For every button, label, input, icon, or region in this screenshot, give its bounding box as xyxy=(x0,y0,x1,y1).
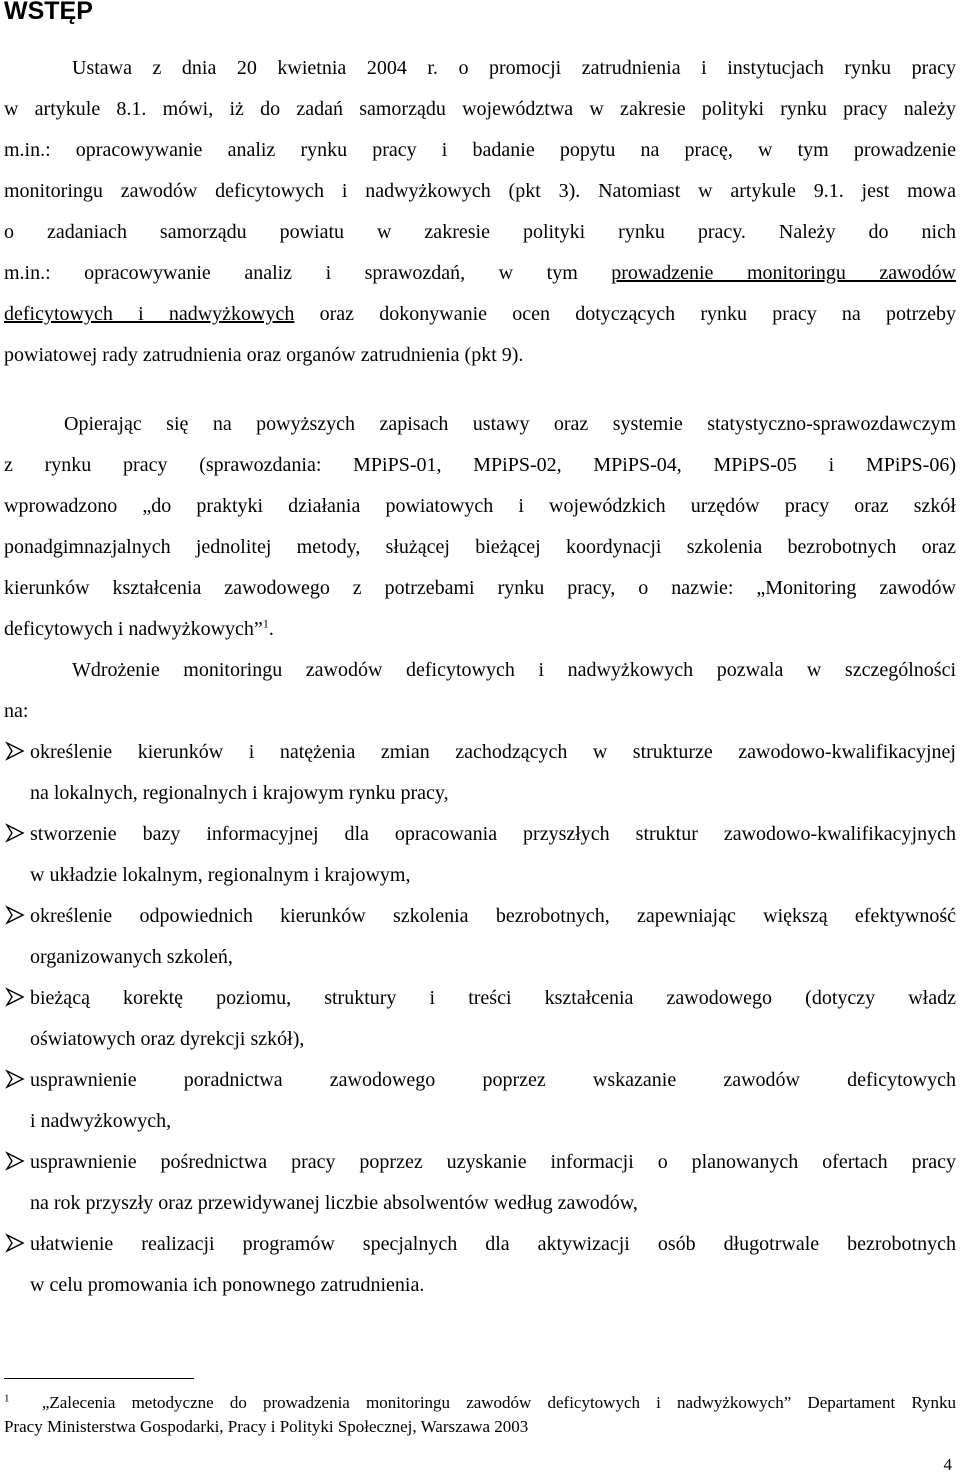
paragraph-line: Opierając się na powyższych zapisach ustawy oraz systemie statystyczno-sprawozdawczym xyxy=(64,413,956,435)
paragraph-line xyxy=(4,615,956,643)
paragraph-line: Ustawa z dnia 20 kwietnia 2004 r. o promocji zatrudnienia i instytucjach rynku pracy xyxy=(72,57,956,79)
arrowhead-bullet-icon xyxy=(4,986,26,1008)
footnote-text: „Zalecenia metodyczne do prowadzenia monitoringu zawodów deficytowych i nadwyżkowych” Departament Rynku xyxy=(41,1393,957,1412)
paragraph-line: monitoringu zawodów deficytowych i nadwyżkowych (pkt 3). Natomiast w artykule 9.1. jest mowa xyxy=(4,180,956,202)
section-heading: WSTĘP xyxy=(4,0,93,25)
paragraph-line xyxy=(4,300,956,328)
list-item-text: i nadwyżkowych, xyxy=(30,1110,172,1132)
paragraph-line xyxy=(4,259,956,287)
list-item-text: w celu promowania ich ponownego zatrudnienia. xyxy=(30,1274,425,1296)
paragraph-line: wprowadzono „do praktyki działania powiatowych i wojewódzkich urzędów pracy oraz szkół xyxy=(4,495,956,517)
list-item-text: określenie kierunków i natężenia zmian zachodzących w strukturze zawodowo-kwalifikacyjnej xyxy=(30,741,956,763)
list-item-text: organizowanych szkoleń, xyxy=(30,946,233,968)
paragraph-line: w artykule 8.1. mówi, iż do zadań samorządu województwa w zakresie polityki rynku pracy należy xyxy=(4,98,956,120)
footnote-marker: 1 xyxy=(4,1392,10,1405)
paragraph-line: Wdrożenie monitoringu zawodów deficytowych i nadwyżkowych pozwala w szczególności xyxy=(72,659,956,681)
paragraph-line: ponadgimnazjalnych jednolitej metody, służącej bieżącej koordynacji szkolenia bezrobotnych oraz xyxy=(4,536,956,558)
page-number: 4 xyxy=(943,1455,952,1474)
arrowhead-bullet-icon xyxy=(4,1068,26,1090)
paragraph-line: kierunków kształcenia zawodowego z potrzebami rynku pracy, o nazwie: „Monitoring zawodów xyxy=(4,577,956,599)
list-item-text: określenie odpowiednich kierunków szkolenia bezrobotnych, zapewniając większą efektywność xyxy=(30,905,956,927)
list-item-text: na lokalnych, regionalnych i krajowym rynku pracy, xyxy=(30,782,449,804)
arrowhead-bullet-icon xyxy=(4,904,26,926)
list-item-text: stworzenie bazy informacyjnej dla opracowania przyszłych struktur zawodowo-kwalifikacyjnych xyxy=(30,823,956,845)
list-item-text: usprawnienie poradnictwa zawodowego poprzez wskazanie zawodów deficytowych xyxy=(30,1069,956,1091)
list-item-text: bieżącą korektę poziomu, struktury i treści kształcenia zawodowego (dotyczy władz xyxy=(30,987,956,1009)
footnote-line xyxy=(4,1392,956,1414)
paragraph-line: na: xyxy=(4,700,29,722)
underlined-text: deficytowych i nadwyżkowych xyxy=(4,303,295,325)
arrowhead-bullet-icon xyxy=(4,1150,26,1172)
text-run: . xyxy=(268,618,274,640)
footnote-separator xyxy=(4,1378,194,1379)
list-item-text: na rok przyszły oraz przewidywanej liczbie absolwentów według zawodów, xyxy=(30,1192,638,1214)
text-run: deficytowych i nadwyżkowych” xyxy=(4,618,263,640)
paragraph-line: powiatowej rady zatrudnienia oraz organów zatrudnienia (pkt 9). xyxy=(4,344,524,366)
text-run: m.in.: opracowywanie analiz i sprawozdań, w tym xyxy=(4,262,612,284)
footnote-line: Pracy Ministerstwa Gospodarki, Pracy i Polityki Społecznej, Warszawa 2003 xyxy=(4,1417,529,1436)
list-item-text: w układzie lokalnym, regionalnym i krajowym, xyxy=(30,864,411,886)
arrowhead-bullet-icon xyxy=(4,822,26,844)
footnote-reference[interactable]: 1 xyxy=(262,616,269,631)
text-run: oraz dokonywanie ocen dotyczących rynku pracy na potrzeby xyxy=(294,303,957,325)
paragraph-line: o zadaniach samorządu powiatu w zakresie polityki rynku pracy. Należy do nich xyxy=(4,221,956,243)
underlined-text: prowadzenie monitoringu zawodów xyxy=(611,262,956,284)
arrowhead-bullet-icon xyxy=(4,1232,26,1254)
paragraph-line: m.in.: opracowywanie analiz rynku pracy i badanie popytu na pracę, w tym prowadzenie xyxy=(4,139,956,161)
paragraph-line: z rynku pracy (sprawozdania: MPiPS-01, MPiPS-02, MPiPS-04, MPiPS-05 i MPiPS-06) xyxy=(4,454,956,476)
list-item-text: ułatwienie realizacji programów specjalnych dla aktywizacji osób długotrwale bezrobotnych xyxy=(30,1233,956,1255)
list-item-text: oświatowych oraz dyrekcji szkół), xyxy=(30,1028,305,1050)
list-item-text: usprawnienie pośrednictwa pracy poprzez uzyskanie informacji o planowanych ofertach pracy xyxy=(30,1151,956,1173)
arrowhead-bullet-icon xyxy=(4,740,26,762)
